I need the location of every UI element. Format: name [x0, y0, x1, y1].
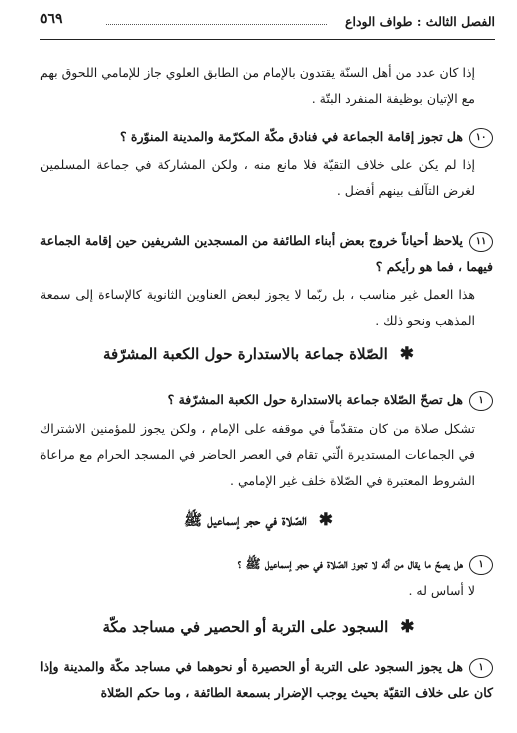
answer-paragraph [40, 578, 493, 604]
header-rule [40, 39, 495, 40]
question-number-badge: ١ [469, 555, 493, 575]
question-paragraph [40, 387, 493, 413]
section-title: الصّلاة جماعة بالاستدارة حول الكعبة المشرّفة [103, 345, 388, 363]
question-text: هل تصحّ الصّلاة جماعة بالاستدارة حول الكعبة المشرّفة ؟ [167, 392, 463, 407]
header-leader-dots [106, 24, 327, 25]
answer-text: إذا لم يكن على خلاف التقيّة فلا مانع منه ، ولكن المشاركة في جماعة المسلمين لغرض التآلف بينهم أفضل . [40, 157, 475, 198]
question-number-badge: ١١ [469, 232, 493, 252]
answer-paragraph [40, 60, 493, 112]
running-header [40, 11, 495, 36]
section-heading [40, 617, 477, 637]
answer-paragraph [40, 282, 493, 334]
section-heading [40, 510, 477, 533]
question-number-badge: ١ [469, 658, 493, 678]
answer-text: لا أساس له . [408, 583, 475, 598]
question-text: هل يصحّ ما يقال من أنّه لا تجوز الصّلاة في حجر إسماعيل ﷺ ؟ [237, 556, 463, 571]
question-text: هل تجوز إقامة الجماعة في فنادق مكّة المكرّمة والمدينة المنوّرة ؟ [119, 129, 463, 144]
section-title: الصّلاة في حجر إسماعيل ﷺ [183, 511, 307, 529]
answer-paragraph [40, 416, 493, 494]
question-text: هل يجوز السجود على التربة أو الحصيرة أو نحوهما في مساجد مكّة والمدينة وإذا كان على خلاف التقيّة بحيث يوجب الإضرار بسمعة الطائفة ، وما حكم الصّلاة [40, 659, 493, 700]
page-number: ٥٦٩ [40, 11, 63, 27]
answer-text: هذا العمل غير مناسب ، بل ربّما لا يجوز لبعض العناوين الثانوية كالإساءة إلى سمعة المذهب ونحو ذلك . [40, 287, 475, 328]
question-paragraph [40, 228, 493, 280]
question-paragraph [40, 124, 493, 150]
section-star-icon: ✱ [400, 617, 415, 637]
answer-paragraph [40, 152, 493, 204]
section-heading [40, 344, 477, 364]
question-number-badge: ١٠ [469, 128, 493, 148]
section-title: السجود على التربة أو الحصير في مساجد مكّة [102, 618, 389, 636]
section-star-icon: ✱ [318, 510, 334, 530]
question-paragraph [40, 551, 493, 577]
section-star-icon: ✱ [399, 344, 414, 364]
question-text: يلاحظ أحياناً خروج بعض أبناء الطائفة من المسجدين الشريفين حين إقامة الجماعة فيهما ، فما هو رأيكم ؟ [40, 233, 493, 274]
question-number-badge: ١ [469, 391, 493, 411]
question-paragraph [40, 654, 493, 706]
answer-text: تشكل صلاة من كان متقدّماً في موقفه على الإمام ، ولكن يجوز للمؤمنين الاشتراك في الجماعات المستديرة الّتي تقام في العصر الحاضر في المسجد الحرام مع مراعاة الشروط المعتبرة في الصّلاة خلف غير الإمامي . [40, 421, 475, 488]
chapter-title: الفصل الثالث : طواف الوداع [345, 14, 495, 29]
answer-text: إذا كان عدد من أهل السنّة يقتدون بالإمام من الطابق العلوي جاز للإمامي اللحوق بهم مع الإتيان بوظيفة المنفرد البتّة . [40, 65, 475, 106]
